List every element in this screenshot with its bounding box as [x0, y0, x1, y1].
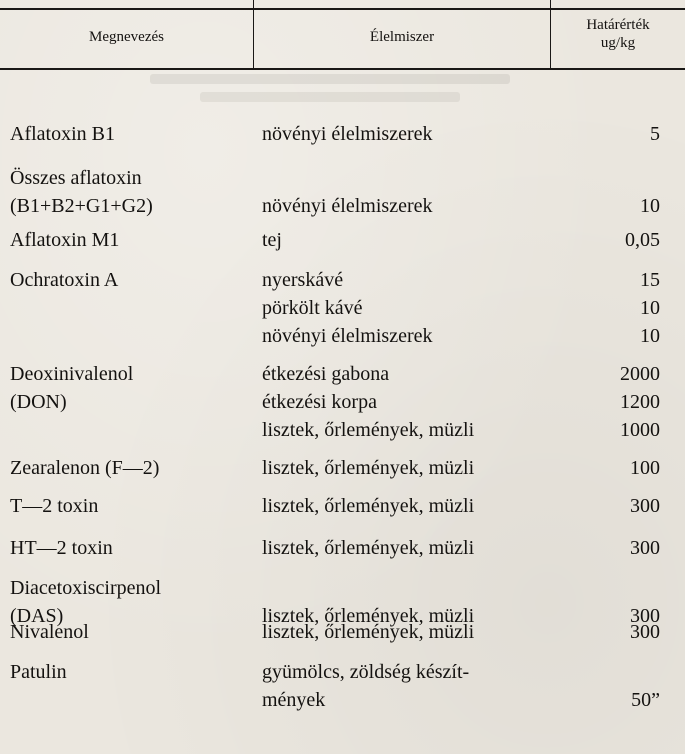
header-food: Élelmiszer: [369, 29, 435, 45]
food-category: nyerskávé: [262, 269, 344, 291]
substance-name: T—2 toxin: [10, 495, 99, 517]
food-category: lisztek, őrlemények, müzli: [262, 537, 475, 559]
substance-name: Összes aflatoxin: [10, 167, 142, 189]
limit-value: 300: [630, 495, 660, 517]
limit-value: 15: [640, 269, 660, 291]
limit-value: 1200: [620, 391, 660, 413]
limit-value: 5: [650, 123, 660, 145]
bleed-through-mark: [150, 74, 510, 84]
food-category: lisztek, őrlemények, müzli: [262, 495, 475, 517]
food-category: növényi élelmiszerek: [262, 123, 433, 145]
substance-name: (DAS): [10, 605, 64, 627]
substance-name: (B1+B2+G1+G2): [10, 195, 153, 217]
food-category: gyümölcs, zöldség készít-: [262, 661, 470, 683]
limit-value: 300: [630, 537, 660, 559]
bleed-through-mark: [200, 92, 460, 102]
substance-name: Patulin: [10, 661, 67, 683]
food-category: lisztek, őrlemények, müzli: [262, 457, 475, 479]
substance-name: Diacetoxiscirpenol: [10, 577, 162, 599]
top-divider-1: [253, 0, 254, 8]
limit-value: 2000: [620, 363, 660, 385]
limit-value: 50”: [631, 689, 660, 711]
header-limit-line2: ug/kg: [600, 35, 636, 51]
food-category: tej: [262, 229, 282, 251]
food-category: étkezési korpa: [262, 391, 377, 413]
limit-value: 10: [640, 297, 660, 319]
limit-value: 10: [640, 325, 660, 347]
food-category: lisztek, őrlemények, müzli: [262, 605, 475, 627]
food-category: növényi élelmiszerek: [262, 195, 433, 217]
food-category: lisztek, őrlemények, müzli: [262, 419, 475, 441]
substance-name: (DON): [10, 391, 67, 413]
header-limit: [551, 16, 685, 52]
table-top-border: [0, 0, 685, 10]
substance-name: Zearalenon (F—2): [10, 457, 160, 479]
food-category: növényi élelmiszerek: [262, 325, 433, 347]
top-divider-2: [550, 0, 551, 8]
limit-value: 300: [630, 605, 660, 627]
substance-name: Deoxinivalenol: [10, 363, 134, 385]
substance-name: Aflatoxin M1: [10, 229, 120, 251]
limit-value: 10: [640, 195, 660, 217]
food-category: lisztek, őrlemények, müzli: [262, 621, 475, 643]
limit-value: 0,05: [625, 229, 660, 251]
food-category: étkezési gabona: [262, 363, 390, 385]
header-limit-line1: Határérték: [586, 17, 650, 33]
substance-name: Nivalenol: [10, 621, 89, 643]
table-header: [0, 10, 685, 70]
substance-name: Aflatoxin B1: [10, 123, 115, 145]
limit-value: 100: [630, 457, 660, 479]
substance-name: Ochratoxin A: [10, 269, 119, 291]
limit-value: 1000: [620, 419, 660, 441]
food-category: pörkölt kávé: [262, 297, 363, 319]
limit-value: 300: [630, 621, 660, 643]
food-category: mények: [262, 689, 326, 711]
header-name: Megnevezés: [89, 29, 164, 45]
substance-name: HT—2 toxin: [10, 537, 113, 559]
